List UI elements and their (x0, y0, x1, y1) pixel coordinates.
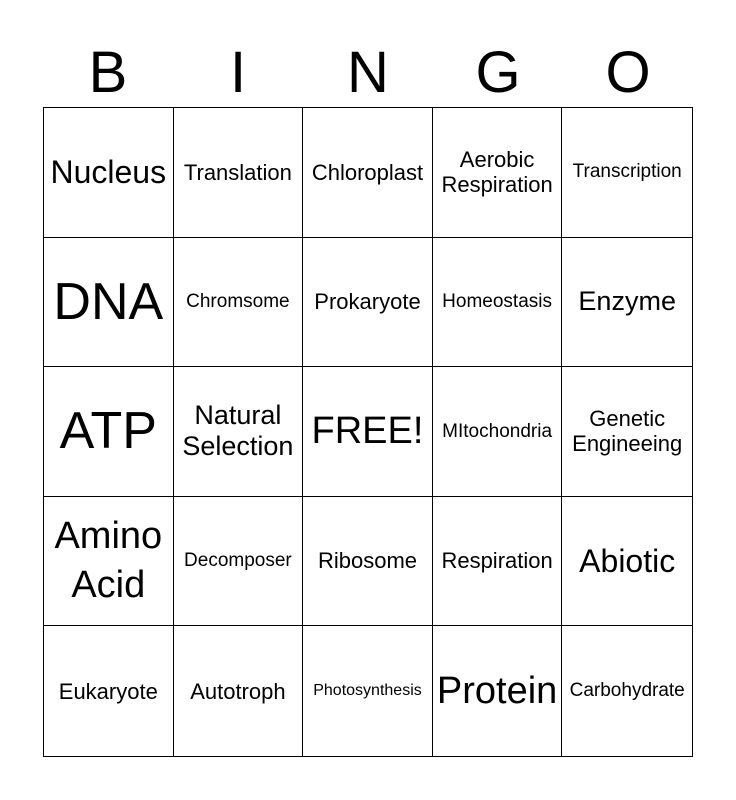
bingo-cell[interactable]: Respiration (433, 497, 563, 627)
header-letter-n: N (347, 40, 389, 105)
bingo-cell[interactable]: Ribosome (303, 497, 433, 627)
bingo-cell[interactable]: Eukaryote (44, 626, 174, 756)
bingo-header (43, 40, 693, 106)
header-letter-o: O (605, 40, 651, 105)
bingo-cell[interactable]: Chromsome (174, 238, 304, 368)
bingo-cell[interactable]: Abiotic (562, 497, 692, 627)
free-space-cell[interactable]: FREE! (303, 367, 433, 497)
bingo-board (43, 107, 693, 757)
bingo-cell[interactable]: Carbohydrate (569, 680, 685, 702)
bingo-cell[interactable]: Enzyme (562, 238, 692, 368)
bingo-cell[interactable]: Homeostasis (433, 238, 563, 368)
header-letter-i: I (229, 40, 247, 105)
bingo-cell[interactable]: Natural Selection (174, 367, 304, 497)
bingo-cell[interactable]: Protein (433, 626, 563, 756)
bingo-cell[interactable]: ATP (44, 367, 174, 497)
bingo-cell[interactable]: Chloroplast (303, 108, 433, 238)
bingo-cell[interactable]: Amino Acid (44, 497, 174, 627)
bingo-cell[interactable]: Prokaryote (303, 238, 433, 368)
bingo-cell[interactable]: Photosynthesis (303, 626, 433, 756)
bingo-cell[interactable]: Genetic Engineeing (562, 367, 692, 497)
bingo-cell[interactable]: Autotroph (174, 626, 304, 756)
header-letter-g: G (475, 40, 521, 105)
bingo-cell[interactable]: Translation (174, 108, 304, 238)
bingo-cell[interactable]: MItochondria (433, 367, 563, 497)
header-letter-b: B (88, 40, 128, 105)
bingo-cell[interactable]: Nucleus (44, 108, 174, 238)
bingo-cell[interactable]: Transcription (562, 108, 692, 238)
bingo-cell[interactable]: DNA (44, 238, 174, 368)
bingo-cell[interactable]: Decomposer (174, 497, 304, 627)
bingo-cell[interactable]: Aerobic Respiration (433, 108, 563, 238)
